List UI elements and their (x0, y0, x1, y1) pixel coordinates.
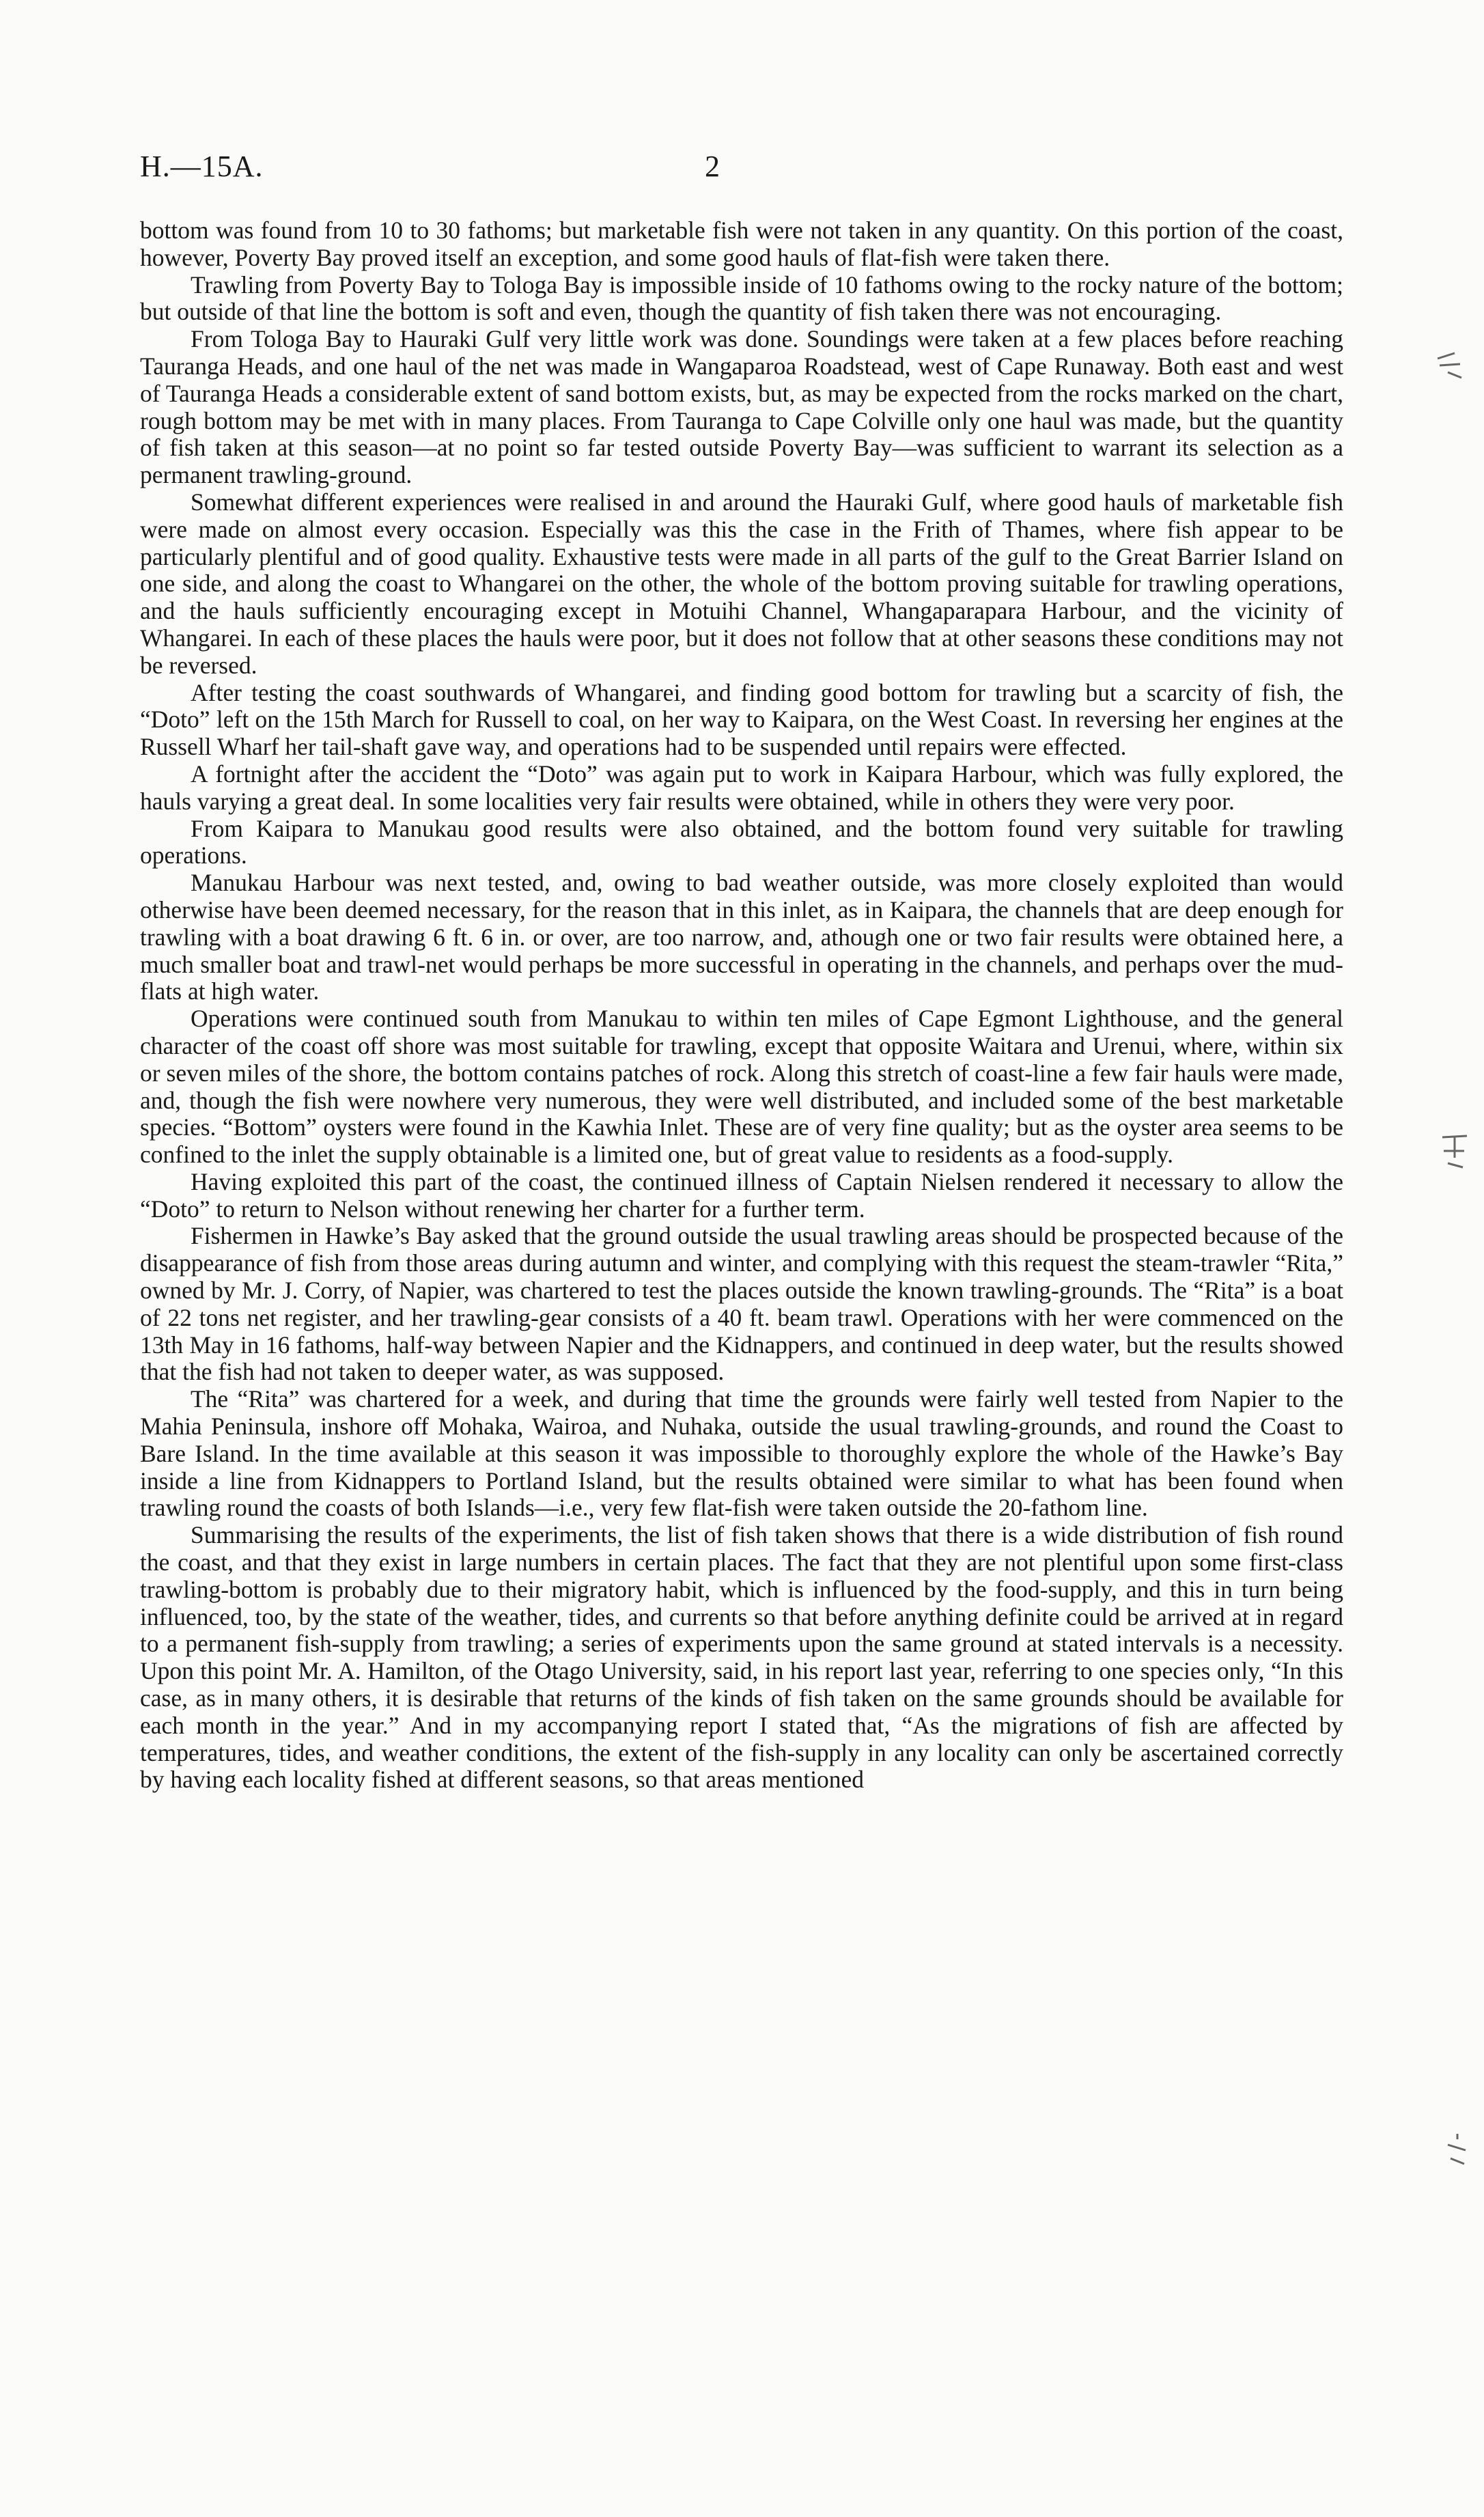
body-text (140, 217, 1343, 1794)
binding-hole-mark-icon (1441, 2130, 1472, 2168)
paragraph: Somewhat different experiences were realised in and around the Hauraki Gulf, where good hauls of marketable fish were made on almost every occasion. Especially was this the case in the Frith of Thames, where fish appear to be particularly plentiful and of good quality. Exhaustive tests were made in all parts of the gulf to the Great Barrier Island on one side, and along the coast to Whangarei on the other, the whole of the bottom proving suitable for trawling operations, and the hauls sufficiently encouraging except in Motuihi Channel, Whangaparapara Harbour, and the vicinity of Whangarei. In each of these places the hauls were poor, but it does not follow that at other seasons these conditions may not be reversed. (140, 488, 1343, 679)
paragraph: After testing the coast southwards of Whangarei, and finding good bottom for trawling but a scarcity of fish, the “Doto” left on the 15th March for Russell to coal, on her way to Kaipara, on the West Coast. In reversing her engines at the Russell Wharf her tail-shaft gave way, and operations had to be suspended until repairs were effected. (140, 678, 1343, 761)
page-header (140, 149, 1342, 190)
binding-hole-mark-icon (1434, 345, 1468, 379)
paragraph: Summarising the results of the experiments, the list of fish taken shows that there is a wide distribution of fish round the coast, and that they exist in large numbers in certain places. The fact that they are not plentiful upon some first-class trawling-bottom is probably due to their migratory habit, which is influenced by the food-supply, and this in turn being influenced, too, by the state of the weather, tides, and currents so that before anything definite could be arrived at in regard to a permanent fish-supply from trawling; a series of experiments upon the same ground at stated intervals is a necessity. Upon this point Mr. A. Hamilton, of the Otago University, said, in his report last year, referring to one species only, “In this case, as in many others, it is desirable that returns of the kinds of fish taken on the same grounds should be available for each month in the year.” And in my accompanying report I stated that, “As the migrations of fish are affected by temperatures, tides, and weather conditions, the extent of the fish-supply in any locality can only be ascertained correctly by having each locality fished at different seasons, so that areas mentioned (140, 1521, 1343, 1794)
paragraph: Operations were continued south from Manukau to within ten miles of Cape Egmont Lighthouse, and the general character of the coast off shore was most suitable for trawling, except that opposite Waitara and Urenui, where, within six or seven miles of the shore, the bottom contains patches of rock. Along this stretch of coast-line a few fair hauls were made, and, though the fish were nowhere very numerous, they were well distributed, and included some of the best marketable species. “Bottom” oysters were found in the Kawhia Inlet. These are of very fine quality; but as the oyster area seems to be confined to the inlet the supply obtainable is a limited one, but of great value to residents as a food-supply. (140, 1005, 1343, 1169)
paragraph: The “Rita” was chartered for a week, and during that time the grounds were fairly well tested from Napier to the Mahia Peninsula, inshore off Mohaka, Wairoa, and Nuhaka, outside the usual trawling-grounds, and round the Coast to Bare Island. In the time available at this season it was impossible to thoroughly explore the whole of the Hawke’s Bay inside a line from Kidnappers to Portland Island, but the results obtained were similar to what has been found when trawling round the coasts of both Islands—i.e., very few flat-fish were taken outside the 20-fathom line. (140, 1385, 1343, 1522)
paragraph: Trawling from Poverty Bay to Tologa Bay is impossible inside of 10 fathoms owing to the rocky nature of the bottom; but outside of that line the bottom is soft and even, though the quantity of fish taken there was not encouraging. (140, 270, 1343, 326)
paragraph: From Tologa Bay to Hauraki Gulf very little work was done. Soundings were taken at a few places before reaching Tauranga Heads, and one haul of the net was made in Wangaparoa Roadstead, west of Cape Runaway. Both east and west of Tauranga Heads a considerable extent of sand bottom exists, but, as may be expected from the rocks marked on the chart, rough bottom may be met with in many places. From Tauranga to Cape Colville only one haul was made, but the quantity of fish taken at this season—at no point so far tested outside Poverty Bay—was sufficient to warrant its selection as a permanent trawling-ground. (140, 325, 1343, 489)
paragraph: bottom was found from 10 to 30 fathoms; but marketable fish were not taken in any quantity. On this portion of the coast, however, Poverty Bay proved itself an exception, and some good hauls of flat-fish were taken there. (140, 217, 1343, 271)
binding-hole-mark-icon (1440, 1130, 1474, 1171)
paragraph: A fortnight after the accident the “Doto” was again put to work in Kaipara Harbour, which was fully explored, the hauls varying a great deal. In some localities very fair results were obtained, while in others they were very poor. (140, 760, 1343, 815)
page-number: 2 (705, 150, 720, 183)
paragraph: Manukau Harbour was next tested, and, owing to bad weather outside, was more closely exploited than would otherwise have been deemed necessary, for the reason that in this inlet, as in Kaipara, the channels that are deep enough for trawling with a boat drawing 6 ft. 6 in. or over, are too narrow, and, athough one or two fair results were obtained here, a much smaller boat and trawl-net would perhaps be more successful in operating in the channels, and perhaps over the mud-flats at high water. (140, 869, 1343, 1005)
paragraph: Fishermen in Hawke’s Bay asked that the ground outside the usual trawling areas should be prospected because of the disappearance of fish from those areas during autumn and winter, and complying with this request the steam-trawler “Rita,” owned by Mr. J. Corry, of Napier, was chartered to test the places outside the known trawling-grounds. The “Rita” is a boat of 22 tons net register, and her trawling-gear consists of a 40 ft. beam trawl. Operations with her were commenced on the 13th May in 16 fathoms, half-way between Napier and the Kidnappers, and continued in deep water, but the results showed that the fish had not taken to deeper water, as was supposed. (140, 1222, 1343, 1386)
paragraph: From Kaipara to Manukau good results were also obtained, and the bottom found very suitable for trawling operations. (140, 814, 1343, 870)
paragraph: Having exploited this part of the coast, the continued illness of Captain Nielsen rendered it necessary to allow the “Doto” to return to Nelson without renewing her charter for a further term. (140, 1167, 1343, 1223)
document-reference: H.—15A. (140, 150, 264, 183)
